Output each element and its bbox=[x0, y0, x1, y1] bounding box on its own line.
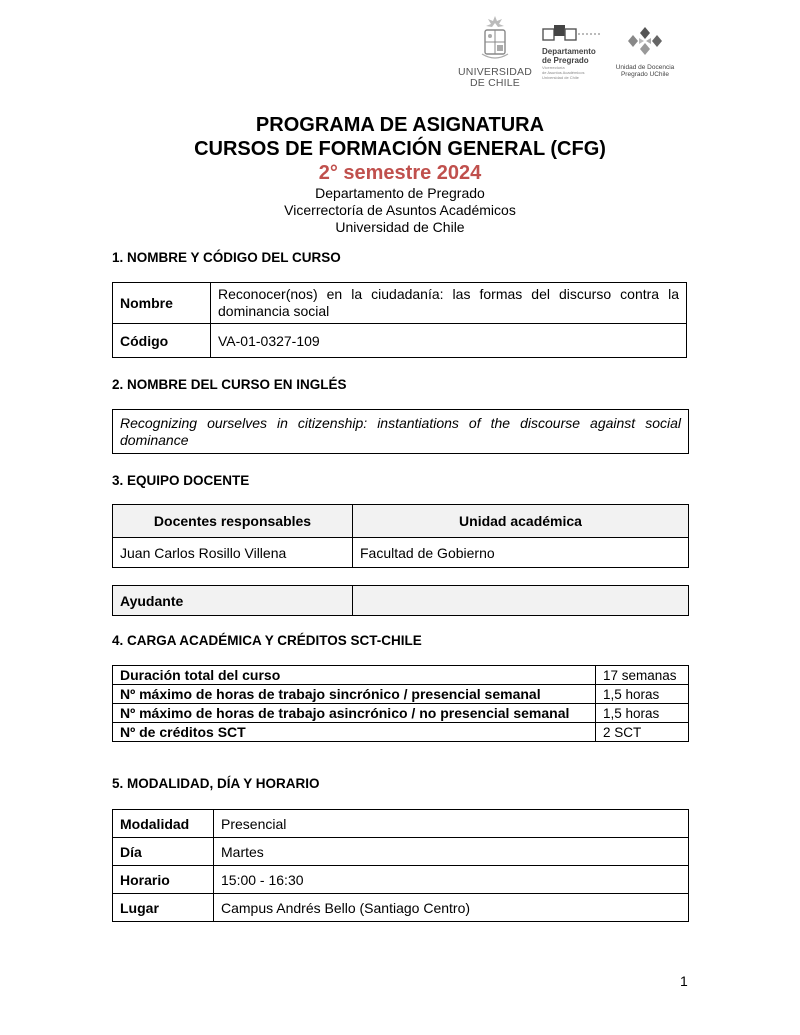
doc-title: PROGRAMA DE ASIGNATURA bbox=[255, 114, 545, 136]
vicerrectoria-name: Vicerrectoría de Asuntos Académicos bbox=[284, 202, 516, 218]
table-row bbox=[113, 324, 687, 358]
dept-title-line2: de Pregrado bbox=[542, 56, 589, 65]
university-name-line2: DE CHILE bbox=[469, 77, 521, 89]
english-name-table bbox=[112, 409, 689, 454]
table-row bbox=[113, 666, 689, 685]
schedule-value: 15:00 - 16:30 bbox=[214, 866, 689, 894]
dept-small-line2: de Asuntos Académicos bbox=[542, 70, 585, 75]
table-row bbox=[113, 410, 689, 454]
table-row bbox=[113, 704, 689, 723]
ayudante-value bbox=[353, 586, 689, 616]
universidad-de-chile-logo bbox=[455, 14, 535, 89]
university-name-line1: UNIVERSIDAD bbox=[458, 66, 532, 78]
unidad-docencia-logo bbox=[614, 25, 676, 78]
doc-subtitle: CURSOS DE FORMACIÓN GENERAL (CFG) bbox=[194, 138, 606, 160]
university-name: Universidad de Chile bbox=[335, 219, 465, 235]
section-5-heading: 5. MODALIDAD, DÍA Y HORARIO bbox=[112, 776, 320, 791]
section-4-heading: 4. CARGA ACADÉMICA Y CRÉDITOS SCT-CHILE bbox=[112, 633, 422, 648]
table-row bbox=[113, 505, 689, 538]
schedule-value: Presencial bbox=[214, 810, 689, 838]
university-seal-icon bbox=[478, 14, 512, 62]
table-row bbox=[113, 810, 689, 838]
table-row bbox=[113, 894, 689, 922]
section-3-heading: 3. EQUIPO DOCENTE bbox=[112, 473, 250, 488]
nombre-label: Nombre bbox=[113, 283, 211, 324]
schedule-label: Día bbox=[113, 838, 214, 866]
codigo-value: VA-01-0327-109 bbox=[211, 324, 687, 358]
nombre-value: Reconocer(nos) en la ciudadanía: las formas del discurso contra la dominancia social bbox=[211, 283, 687, 324]
load-value: 1,5 horas bbox=[596, 685, 689, 704]
schedule-label: Modalidad bbox=[113, 810, 214, 838]
dept-small-line1: Vicerrectoría bbox=[542, 65, 565, 70]
schedule-value: Martes bbox=[214, 838, 689, 866]
schedule-label: Horario bbox=[113, 866, 214, 894]
load-label: Nº máximo de horas de trabajo sincrónico / presencial semanal bbox=[113, 685, 596, 704]
codigo-label: Código bbox=[113, 324, 211, 358]
schedule-table bbox=[112, 809, 689, 922]
section-2-heading: 2. NOMBRE DEL CURSO EN INGLÉS bbox=[112, 377, 347, 392]
load-value: 17 semanas bbox=[596, 666, 689, 685]
section-1-heading: 1. NOMBRE Y CÓDIGO DEL CURSO bbox=[112, 250, 341, 265]
col-unidad-header: Unidad académica bbox=[353, 505, 689, 538]
teaching-team-table bbox=[112, 504, 689, 568]
dept-title-line1: Departamento bbox=[542, 47, 596, 56]
dept-name: Departamento de Pregrado bbox=[315, 185, 485, 201]
load-label: Nº máximo de horas de trabajo asincrónico / no presencial semanal bbox=[113, 704, 596, 723]
docencia-line2: Pregrado UChile bbox=[620, 71, 670, 78]
table-row bbox=[113, 586, 689, 616]
docencia-line1: Unidad de Docencia bbox=[615, 64, 675, 71]
load-label: Nº de créditos SCT bbox=[113, 723, 596, 742]
semester-label: 2° semestre 2024 bbox=[318, 162, 482, 184]
dept-squares-icon bbox=[542, 24, 602, 42]
course-name-table bbox=[112, 282, 687, 358]
table-row bbox=[113, 866, 689, 894]
load-label: Duración total del curso bbox=[113, 666, 596, 685]
col-docentes-header: Docentes responsables bbox=[113, 505, 353, 538]
academic-load-table bbox=[112, 665, 689, 742]
english-name-value: Recognizing ourselves in citizenship: instantiations of the discourse against social dominance bbox=[113, 410, 689, 454]
page-number: 1 bbox=[680, 973, 688, 989]
docente-name: Juan Carlos Rosillo Villena bbox=[113, 538, 353, 568]
ayudante-table bbox=[112, 585, 689, 616]
table-row bbox=[113, 685, 689, 704]
load-value: 2 SCT bbox=[596, 723, 689, 742]
load-value: 1,5 horas bbox=[596, 704, 689, 723]
schedule-label: Lugar bbox=[113, 894, 214, 922]
docencia-geometric-icon bbox=[625, 25, 665, 59]
table-row bbox=[113, 838, 689, 866]
ayudante-label: Ayudante bbox=[113, 586, 353, 616]
unidad-academica: Facultad de Gobierno bbox=[353, 538, 689, 568]
dept-small-line3: Universidad de Chile bbox=[542, 75, 579, 80]
title-block bbox=[100, 113, 700, 236]
schedule-value: Campus Andrés Bello (Santiago Centro) bbox=[214, 894, 689, 922]
table-row bbox=[113, 283, 687, 324]
departamento-pregrado-logo bbox=[542, 24, 612, 80]
table-row bbox=[113, 538, 689, 568]
table-row bbox=[113, 723, 689, 742]
